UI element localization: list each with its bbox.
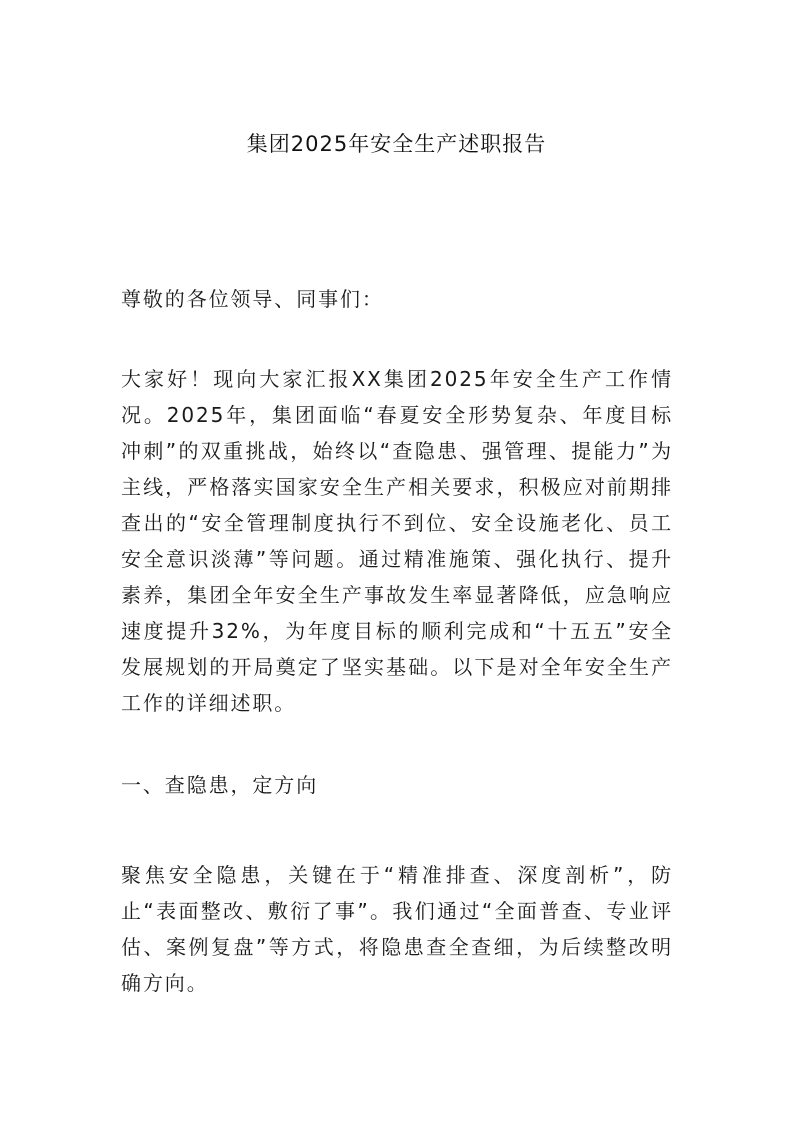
section-1-paragraph: 聚焦安全隐患，关键在于“精准排查、深度剖析”，防止“表面整改、敷衍了事”。我们通过“全面普查、专业评估、案例复盘”等方式，将隐患查全查细，为后续整改明确方向。 bbox=[121, 863, 673, 995]
page-title: 集团2025年安全生产述职报告 bbox=[246, 132, 547, 156]
section-heading-1: 一、查隐患，定方向 bbox=[121, 773, 319, 797]
greeting: 尊敬的各位领导、同事们： bbox=[121, 287, 384, 311]
intro-paragraph: 大家好！现向大家汇报XX集团2025年安全生产工作情况。2025年，集团面临“春夏安全形势复杂、年度目标冲刺”的双重挑战，始终以“查隐患、强管理、提能力”为主线，严格落实国家安全生产相关要求，积极应对前期排查出的“安全管理制度执行不到位、安全设施老化、员工安全意识淡薄”等问题。通过精准施策、强化执行、提升素养，集团全年安全生产事故发生率显著降低，应急响应速度提升32%，为年度目标的顺利完成和“十五五”安全发展规划的开局奠定了坚实基础。以下是对全年安全生产工作的详细述职。 bbox=[121, 367, 673, 715]
